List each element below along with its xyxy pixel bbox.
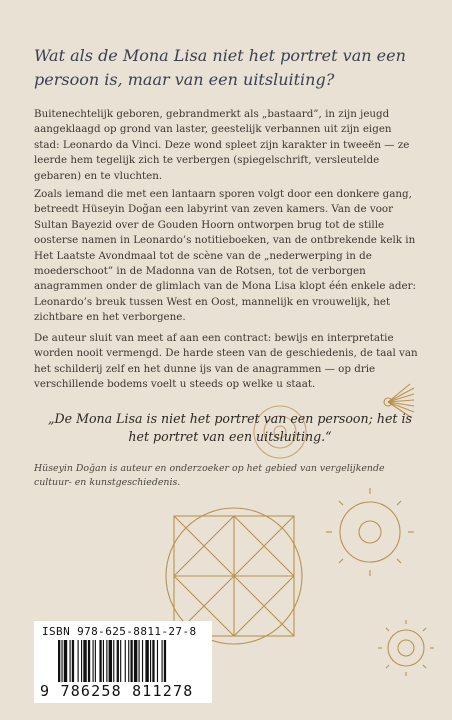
sun-ornament — [326, 488, 414, 576]
barcode-bar — [58, 640, 60, 682]
barcode-digits: 9 786258 811278 — [40, 682, 194, 700]
barcode-bar — [72, 640, 74, 682]
barcode-bar — [61, 640, 62, 682]
barcode-bar — [162, 640, 163, 682]
barcode-bar — [93, 640, 94, 682]
barcode-bar — [109, 640, 112, 682]
barcode-bar — [139, 640, 140, 682]
barcode-bar — [157, 640, 158, 682]
barcode-bar — [150, 640, 151, 682]
barcode-bar — [130, 640, 132, 682]
barcode-bar — [120, 640, 121, 682]
body-paragraph-3: De auteur sluit van meet af aan een contract: bewijs en interpretatie worden nooit vermengd. De harde steen van de geschiedenis, de taal van het schilderij zelf en het dunne ijs van de anagrammen — op drie verschillende bodems voelt u steeds op welke u staat. — [34, 332, 418, 391]
headline: Wat als de Mona Lisa niet het portret van een persoon is, maar van een uitsluiting? — [34, 46, 406, 89]
barcode-bar — [142, 640, 143, 682]
isbn-label: ISBN 978-625-8811-27-8 — [42, 625, 197, 638]
barcode-bar — [88, 640, 90, 682]
barcode-bar — [117, 640, 119, 682]
barcode-bar — [83, 640, 86, 682]
barcode-block — [34, 621, 212, 703]
barcode-bar — [125, 640, 126, 682]
barcode-bar — [164, 640, 166, 682]
small-sun-ornament — [378, 620, 434, 676]
author-note: Hüseyin Doğan is auteur en onderzoeker op het gebied van vergelijkende cultuur- en kunstgeschiedenis. — [34, 463, 385, 488]
barcode-bar — [145, 640, 148, 682]
barcode-bar — [99, 640, 101, 682]
barcode-bar — [70, 640, 71, 682]
barcode-bar — [128, 640, 129, 682]
barcode-bar — [113, 640, 114, 682]
barcode-bars — [58, 640, 198, 682]
barcode-bar — [64, 640, 67, 682]
barcode-bar — [78, 640, 79, 682]
barcode-bar — [106, 640, 107, 682]
barcode-bar — [81, 640, 82, 682]
barcode-bar — [134, 640, 137, 682]
pull-quote: „De Mona Lisa is niet het portret van een persoon; het is het portret van een uitsluiting.“ — [48, 411, 412, 444]
barcode-bar — [152, 640, 154, 682]
body-paragraph-1: Buitenechtelijk geboren, gebrandmerkt als „bastaard”, in zijn jeugd aangeklaagd op grond van laster, geestelijk verbannen uit zijn eigen stad: Leonardo da Vinci. Deze wond spleet zijn karakter in tweeën — ze leerde hem tegelijk zich te verbergen (spiegelschrift, versleutelde gebaren) en te vluchten. — [34, 108, 410, 182]
barcode-bar — [95, 640, 96, 682]
barcode-bar — [103, 640, 104, 682]
body-paragraph-2: Zoals iemand die met een lantaarn sporen volgt door een donkere gang, betreedt Hüseyin Doğan een labyrint van zeven kamers. Van de voor Sultan Bayezid over de Gouden Hoorn ontworpen brug tot de stille oosterse namen in Leonardo’s notitieboeken, van de ontbrekende kelk in Het Laatste Avondmaal tot de scène van de „nederwerping in de moederschoot” in de Madonna van de Rotsen, tot de verborgen anagrammen onder de glimlach van de Mona Lisa klopt één enkele ader: Leonardo’s breuk tussen West en Oost, mannelijk en vrouwelijk, het zichtbare en het verborgene. — [34, 188, 416, 324]
